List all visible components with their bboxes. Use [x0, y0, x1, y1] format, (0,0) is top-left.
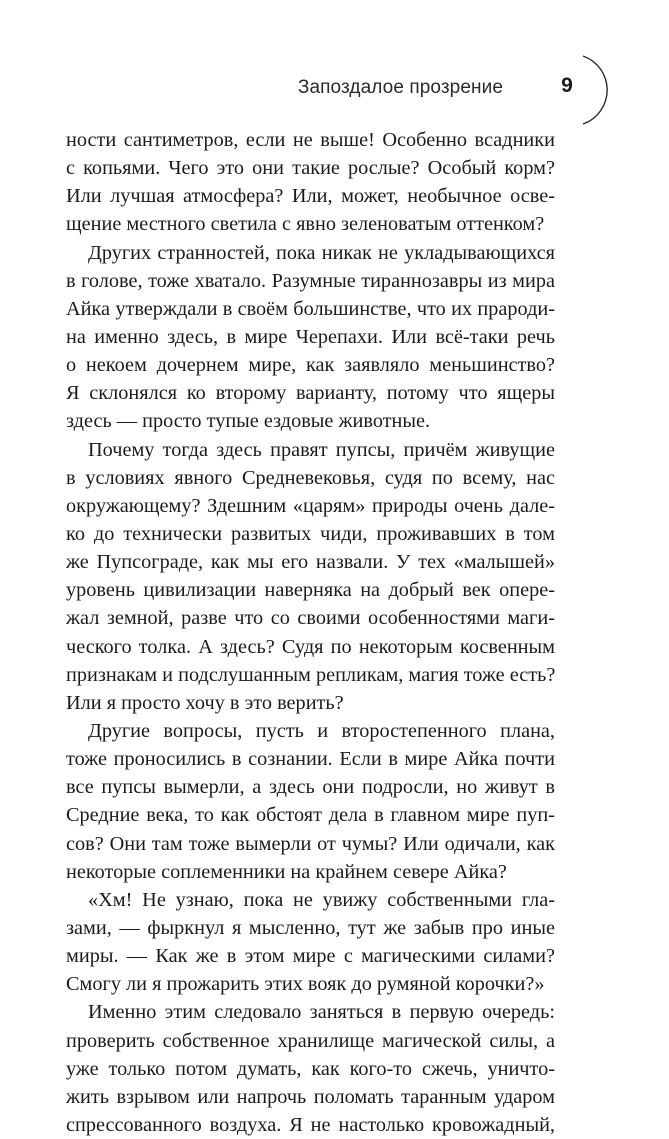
- text-line: Другие вопросы, пусть и второстепенного плана,: [88, 719, 555, 742]
- text-line: спрессованного воздуха. Я не настолько кровожадный,: [66, 1113, 555, 1136]
- text-line: уже только потом думать, как кого-то сжечь, уничто-: [66, 1057, 555, 1080]
- text-line: Именно этим следовало заняться в первую очередь:: [88, 1001, 555, 1024]
- text-line: Средние века, то как обстоят дела в главном мире пуп-: [66, 804, 555, 827]
- text-line: Или я просто хочу в это верить?: [66, 691, 344, 714]
- text-line: ности сантиметров, если не выше! Особенно всадники: [66, 129, 555, 151]
- text-line: в голове, тоже хватало. Разумные тираннозавры из мира: [66, 269, 555, 292]
- text-line: в условиях явного Средневековья, судя по всему, нас: [66, 466, 555, 489]
- text-line: Или лучшая атмосфера? Или, может, необычное осве-: [66, 185, 555, 208]
- text-line: с копьями. Чего это они такие рослые? Особый корм?: [66, 157, 555, 180]
- text-line: Айка утверждали в своём большинстве, что их прароди-: [66, 297, 555, 320]
- text-line: зами, — фыркнул я мысленно, тут же забыв про иные: [66, 916, 555, 939]
- text-line: на именно здесь, в мире Черепахи. Или всё-таки речь: [66, 325, 555, 348]
- text-line: некоторые соплеменники на крайнем севере Айка?: [66, 860, 507, 883]
- page-number: 9: [561, 74, 573, 97]
- body-text: [66, 126, 555, 1139]
- text-line: сов? Они там тоже вымерли от чумы? Или одичали, как: [66, 832, 555, 855]
- text-line: признакам и подслушанным репликам, магия тоже есть?: [66, 663, 556, 686]
- text-line: ко до технически развитых чиди, проживавших в том: [66, 522, 555, 545]
- text-line: здесь — просто тупые ездовые животные.: [66, 410, 431, 433]
- text-line: Других странностей, пока никак не укладывающихся: [88, 241, 555, 264]
- text-line: щение местного светила с явно зеленоватым оттенком?: [66, 213, 545, 236]
- text-line: Почему тогда здесь правят пупсы, причём живущие: [88, 438, 555, 461]
- text-line: миры. — Как же в этом мире с магическими силами?: [66, 945, 555, 968]
- text-line: жал земной, разве что со своими особенностями маги-: [66, 607, 555, 630]
- text-line: Смогу ли я прожарить этих вояк до румяной корочки?»: [66, 973, 545, 996]
- text-line: уровень цивилизации наверняка на добрый век опере-: [66, 579, 555, 602]
- text-line: все пупсы вымерли, а здесь они подросли, но живут в: [66, 776, 555, 799]
- text-line: проверить собственное хранилище магической силы, а: [66, 1029, 555, 1052]
- text-line: жить взрывом или напрочь поломать таранным ударом: [66, 1085, 555, 1108]
- text-line: тоже проносились в сознании. Если в мире Айка почти: [66, 748, 555, 771]
- text-line: Я склонялся ко второму варианту, потому что ящеры: [66, 382, 555, 405]
- text-line: о некоем дочернем мире, как заявляло меньшинство?: [66, 354, 555, 377]
- text-line: ческого толка. А здесь? Судя по некоторым косвенным: [66, 635, 555, 658]
- text-line: же Пупсограде, как мы его назвали. У тех «малышей»: [66, 551, 555, 574]
- text-line: «Хм! Не узнаю, пока не увижу собственными гла-: [88, 888, 555, 911]
- running-header-title: Запоздалое прозрение: [297, 77, 503, 98]
- text-line: окружающему? Здешним «царям» природы очень дале-: [66, 494, 555, 517]
